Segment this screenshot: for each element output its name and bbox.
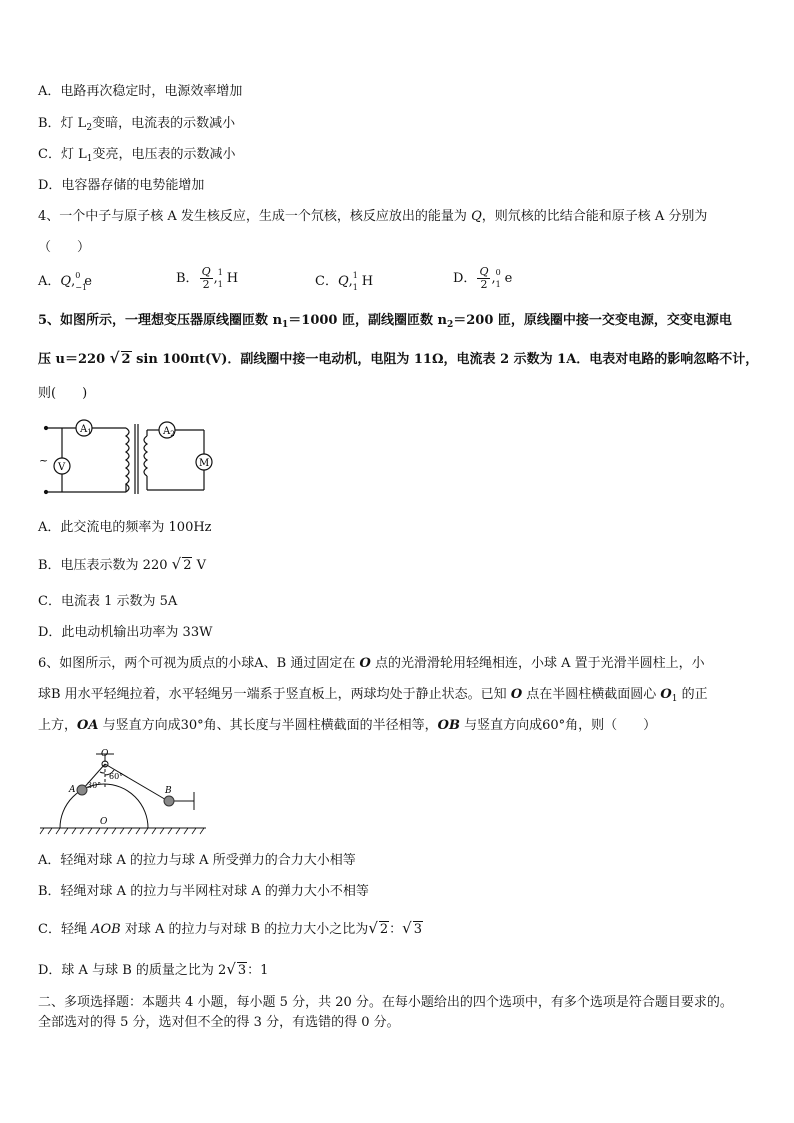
q4-option-c-q: Q	[337, 274, 349, 289]
q3-option-c-post: 变亮，电压表的示数减小	[92, 147, 236, 162]
q5-line2-a: 压 u＝220	[38, 352, 110, 367]
q4-option-b-nuclide	[217, 268, 239, 289]
q6-option-d	[38, 961, 268, 979]
q3-option-c	[38, 147, 235, 167]
q6-option-d-radical: √	[226, 960, 236, 978]
q4-option-c: C．Q, 1 1 H	[315, 274, 373, 290]
q6-stem-line2	[38, 687, 708, 707]
q4-option-a-charge: −1	[75, 283, 87, 292]
q3-option-a: A．电路再次稳定时，电源效率增加	[38, 84, 243, 99]
q6-option-c-pre: C．轻绳	[38, 922, 92, 937]
ground-hatch	[40, 828, 204, 834]
q6-line2-a: 球B 用水平轻绳拉着，水平轻绳另一端系于竖直板上，两球均处于静止状态。已知	[38, 687, 511, 702]
q5-option-b-pre: B．电压表示数为 220	[38, 558, 172, 573]
q3-option-c-pre: C．灯 L	[38, 147, 87, 162]
q6-line2-o1-sub: 1	[671, 694, 678, 704]
q6-option-c-radical1: √	[368, 919, 378, 937]
q6-line2-b: 点在半圆柱横截面圆心	[522, 687, 661, 702]
q4-option-a-symbol: e	[84, 274, 92, 289]
q4-option-d-fraction	[477, 266, 490, 291]
q4-option-b-fraction	[200, 266, 213, 291]
q5-option-c: C．电流表 1 示数为 5A	[38, 594, 178, 609]
q4-option-d-nuclide	[495, 268, 513, 289]
q6-line3-c: 与竖直方向成60°角，则（ ）	[459, 718, 657, 733]
primary-coil-icon	[126, 428, 129, 492]
q6-fig-a-label: A	[69, 785, 76, 795]
q6-option-a: A．轻绳对球 A 的拉力与球 A 所受弹力的合力大小相等	[38, 853, 356, 868]
q4-option-a-mass: 0	[75, 271, 81, 280]
q6-line3-ob: OB	[437, 718, 460, 733]
q5-fig-a2-label: $A_2$	[163, 426, 175, 438]
q5-option-b-sqrt: 2	[183, 558, 192, 573]
q4-stem-a: 4、一个中子与原子核 A 发生核反应，生成一个氘核，核反应放出的能量为	[38, 209, 472, 224]
q4-option-b-den: 2	[202, 278, 210, 291]
q6-stem-line1	[38, 656, 705, 672]
q3-option-d: D．电容器存储的电势能增加	[38, 178, 205, 193]
q6-line1-b: 点的光滑滑轮用轻绳相连，小球 A 置于光滑半圆柱上，小	[370, 656, 705, 671]
q3-option-c-sub: 1	[86, 154, 93, 164]
q6-option-c-radical2: √	[402, 919, 412, 937]
q4-option-c-mass: 1	[352, 271, 358, 280]
ball-a-icon	[77, 785, 87, 795]
q6-line2-o1: O	[660, 687, 672, 702]
q5-line1-a: 5、如图所示，一理想变压器原线圈匝数 n	[38, 313, 283, 328]
secondary-coil-icon	[144, 436, 147, 476]
q6-option-d-post: ：1	[247, 963, 269, 978]
q6-line2-c: 的正	[677, 687, 708, 702]
q4-option-b-num: Q	[201, 265, 211, 278]
q5-option-b-post: V	[192, 558, 207, 573]
rope-ob	[105, 764, 168, 801]
q4-option-a-nuclide	[75, 271, 92, 292]
q4-option-b-mass: 1	[217, 268, 223, 277]
q6-line3-b: 与竖直方向成30°角、其长度与半圆柱横截面的半径相等，	[98, 718, 438, 733]
q6-option-c-aob: AOB	[91, 922, 121, 937]
q5-option-d: D．此电动机输出功率为 33W	[38, 625, 213, 640]
q6-option-c-sqrt2: 3	[413, 922, 423, 937]
q4-option-d-symbol: e	[504, 271, 513, 286]
q3-option-b	[38, 116, 235, 136]
q6-semicylinder-figure	[38, 748, 218, 838]
q4-stem-b: ，则氘核的比结合能和原子核 A 分别为	[481, 209, 708, 224]
q4-option-c-nuclide	[352, 271, 374, 292]
q6-line1-a: 6、如图所示，两个可视为质点的小球A、B 通过固定在	[38, 656, 360, 671]
q6-option-c-sqrt1: 2	[379, 922, 389, 937]
q5-stem-line1	[38, 313, 732, 333]
ball-b-icon	[164, 796, 174, 806]
section2-instructions-line2: 全部选对的得 5 分，选对但不全的得 3 分，有选错的得 0 分。	[38, 1015, 400, 1030]
q4-option-d-mass: 0	[495, 268, 501, 277]
q4-option-c-label: C．	[315, 274, 338, 289]
q6-option-b: B．轻绳对球 A 的拉力与半网柱对球 A 的弹力大小不相等	[38, 884, 369, 899]
q5-terminal	[45, 491, 48, 494]
q4-stem-q: Q	[471, 209, 482, 224]
q6-fig-b-label: B	[165, 786, 172, 796]
q5-fig-a1-label: $A_1$	[80, 424, 92, 436]
q6-stem-line3	[38, 718, 656, 734]
angle-30-arc	[100, 772, 105, 773]
q4-option-d-num: Q	[479, 265, 489, 278]
q5-fig-v-label: V	[58, 462, 66, 473]
q6-option-d-pre: D．球 A 与球 B 的质量之比为 2	[38, 963, 227, 978]
q5-transformer-figure	[36, 418, 216, 498]
q4-option-d-charge: 1	[495, 280, 501, 289]
q4-option-b: B． $\frac{Q}{2}$ , 1 1 H	[176, 265, 239, 291]
q5-option-a: A．此交流电的频率为 100Hz	[38, 520, 212, 535]
q6-fig-angle60: 60°	[109, 772, 124, 781]
q4-option-a-label: A．	[38, 274, 61, 289]
q5-stem-line2	[38, 350, 758, 368]
q6-option-c	[38, 920, 423, 938]
q6-line2-o: O	[510, 687, 523, 702]
q5-line1-sub2: 2	[446, 320, 454, 330]
q5-terminal	[45, 427, 48, 430]
q5-line2-b: sin 100πt(V)．副线圈中接一电动机，电阻为 11Ω，电流表 2 示数为 1A．电表对电路的影响忽略不计，	[131, 352, 759, 367]
q5-option-b-radical: √	[171, 555, 182, 573]
q4-option-b-symbol: H	[226, 271, 239, 286]
q4-option-b-label: B．	[176, 271, 199, 286]
q4-stem-paren: （ ）	[38, 240, 91, 255]
q3-option-b-pre: B．灯 L	[38, 116, 87, 131]
q4-option-a-q: Q	[60, 274, 72, 289]
q6-line3-oa: OA	[77, 718, 99, 733]
q5-line2-radical: √	[109, 349, 120, 367]
q6-line1-o: O	[359, 656, 371, 671]
q5-line2-sqrt: 2	[121, 352, 131, 367]
q4-stem	[38, 209, 707, 225]
q4-option-c-symbol: H	[361, 274, 374, 289]
q5-fig-ac-label: ~	[39, 454, 49, 467]
q5-line1-sub1: 1	[282, 320, 289, 330]
q5-option-b	[38, 556, 206, 574]
q4-option-c-charge: 1	[352, 283, 358, 292]
q4-option-b-charge: 1	[217, 280, 223, 289]
q3-option-b-sub: 2	[86, 123, 93, 133]
q4-option-d: D． $\frac{Q}{2}$ , 0 1 e	[453, 265, 513, 291]
q4-option-d-den: 2	[480, 278, 488, 291]
q6-option-c-mid: 对球 A 的拉力与对球 B 的拉力大小之比为	[120, 922, 369, 937]
section2-instructions-line1: 二、多项选择题：本题共 4 小题，每小题 5 分，共 20 分。在每小题给出的四个选项中，有多个选项是符合题目要求的。	[38, 995, 733, 1010]
q6-option-d-sqrt: 3	[237, 963, 247, 978]
q4-option-d-label: D．	[453, 271, 477, 286]
q3-option-b-post: 变暗，电流表的示数减小	[92, 116, 236, 131]
q5-line1-c: ＝200 匝，原线圈中接一交变电源，交变电源电	[453, 313, 732, 328]
q5-fig-m-label: M	[199, 458, 210, 469]
q6-line3-a: 上方，	[38, 718, 78, 733]
q6-option-c-colon: ：	[389, 922, 403, 937]
q4-option-a: A．Q, 0 −1 e	[38, 274, 92, 290]
q6-fig-angle30: 30°	[87, 781, 102, 790]
q5-stem-line3: 则( )	[38, 386, 88, 401]
q5-line1-b: ＝1000 匝，副线圈匝数 n	[288, 313, 447, 328]
q6-fig-o1-label: O	[100, 817, 108, 827]
q6-fig-o-label: O	[101, 749, 109, 759]
